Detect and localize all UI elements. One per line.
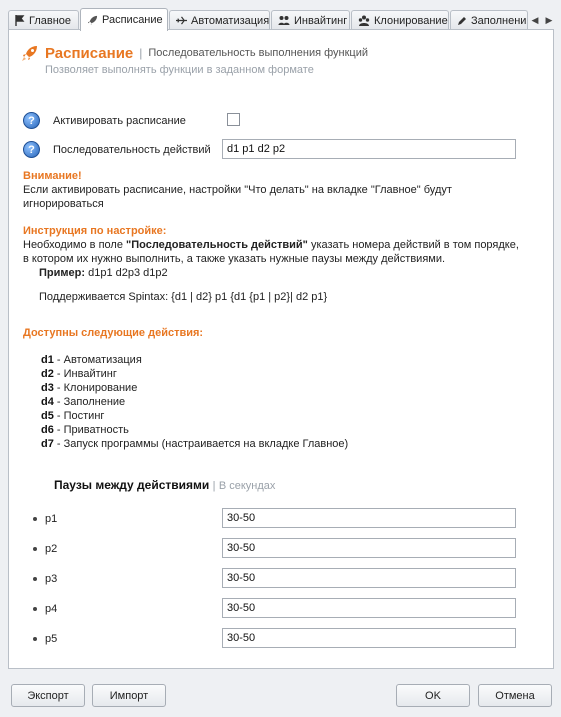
sequence-input[interactable]	[222, 139, 516, 159]
tab-schedule[interactable]: Расписание	[80, 8, 168, 31]
tab-main[interactable]: Главное	[8, 10, 79, 30]
cancel-button[interactable]: Отмена	[478, 684, 552, 707]
list-item: d6 - Приватность	[41, 424, 129, 436]
help-icon[interactable]: ?	[23, 141, 40, 158]
page-title: Расписание	[45, 44, 134, 62]
tab-automation[interactable]: Автоматизация	[169, 10, 270, 30]
instructions-block	[23, 224, 523, 304]
list-item: d3 - Клонирование	[41, 382, 138, 394]
page-subtitle: Последовательность выполнения функций	[148, 47, 369, 59]
activate-row	[23, 112, 186, 129]
warning-text: Если активировать расписание, настройки "Что делать" на вкладке "Главное" будут игнорироваться	[23, 184, 452, 210]
sequence-label: Последовательность действий	[53, 143, 211, 156]
warning-title: Внимание!	[23, 170, 82, 182]
instructions-text: Необходимо в поле "Последовательность действий" указать номера действий в том порядке, в котором их нужно выполнить, а также указать нужные паузы между действиями.	[23, 239, 519, 265]
bullet-icon	[33, 517, 37, 521]
page-description: Позволяет выполнять функции в заданном формате	[45, 64, 314, 76]
pause-input-p2[interactable]	[222, 538, 516, 558]
pause-input-p1[interactable]	[222, 508, 516, 528]
bullet-icon	[33, 577, 37, 581]
rocket-icon	[87, 15, 98, 26]
ok-button[interactable]: OK	[396, 684, 470, 707]
schedule-panel	[8, 29, 554, 669]
users-icon	[278, 15, 290, 26]
bullet-icon	[33, 607, 37, 611]
group-icon	[358, 15, 370, 26]
bullet-icon	[33, 637, 37, 641]
tab-filling[interactable]: Заполнени	[450, 10, 528, 30]
pause-input-p3[interactable]	[222, 568, 516, 588]
chevron-right-icon[interactable]: ▶	[545, 14, 553, 25]
tab-scroll	[528, 10, 556, 30]
pause-row-p4: p4	[33, 603, 57, 615]
actions-title: Доступны следующие действия:	[23, 327, 204, 339]
panel-header: Расписание | Последовательность выполнения функций Позволяет выполнять функции в заданном формате	[21, 44, 541, 76]
activate-checkbox[interactable]	[227, 113, 240, 126]
chevron-left-icon[interactable]: ◀	[531, 14, 539, 25]
pause-row-p1: p1	[33, 513, 57, 525]
list-item: d2 - Инвайтинг	[41, 368, 117, 380]
rocket-icon	[21, 44, 39, 62]
import-button[interactable]: Импорт	[92, 684, 166, 707]
pause-row-p5: p5	[33, 633, 57, 645]
actions-list	[41, 353, 348, 451]
list-item: d7 - Запуск программы (настраивается на вкладке Главное)	[41, 438, 349, 450]
bullet-icon	[33, 547, 37, 551]
tab-cloning[interactable]: Клонирование	[351, 10, 449, 30]
list-item: d1 - Автоматизация	[41, 354, 142, 366]
pause-input-p5[interactable]	[222, 628, 516, 648]
pause-row-p3: p3	[33, 573, 57, 585]
pauses-title: Паузы между действиями | В секундах	[54, 478, 276, 492]
spintax-line: Поддерживается Spintax: {d1 | d2} p1 {d1 {p1 | p2}| d2 p1}	[39, 291, 328, 303]
example-line: Пример: d1p1 d2p3 d1p2	[39, 267, 168, 279]
pen-icon	[457, 16, 467, 26]
instructions-title: Инструкция по настройке:	[23, 225, 167, 237]
activate-label: Активировать расписание	[53, 114, 186, 127]
warning-block	[23, 169, 493, 211]
pause-input-p4[interactable]	[222, 598, 516, 618]
sequence-row	[23, 141, 211, 158]
pauses-unit: В секундах	[218, 480, 276, 492]
plane-icon	[176, 15, 187, 26]
list-item: d5 - Постинг	[41, 410, 105, 422]
export-button[interactable]: Экспорт	[11, 684, 85, 707]
tab-inviting[interactable]: Инвайтинг	[271, 10, 350, 30]
flag-icon	[15, 15, 25, 26]
list-item: d4 - Заполнение	[41, 396, 126, 408]
help-icon[interactable]: ?	[23, 112, 40, 129]
pause-row-p2: p2	[33, 543, 57, 555]
tab-bar	[8, 8, 556, 30]
